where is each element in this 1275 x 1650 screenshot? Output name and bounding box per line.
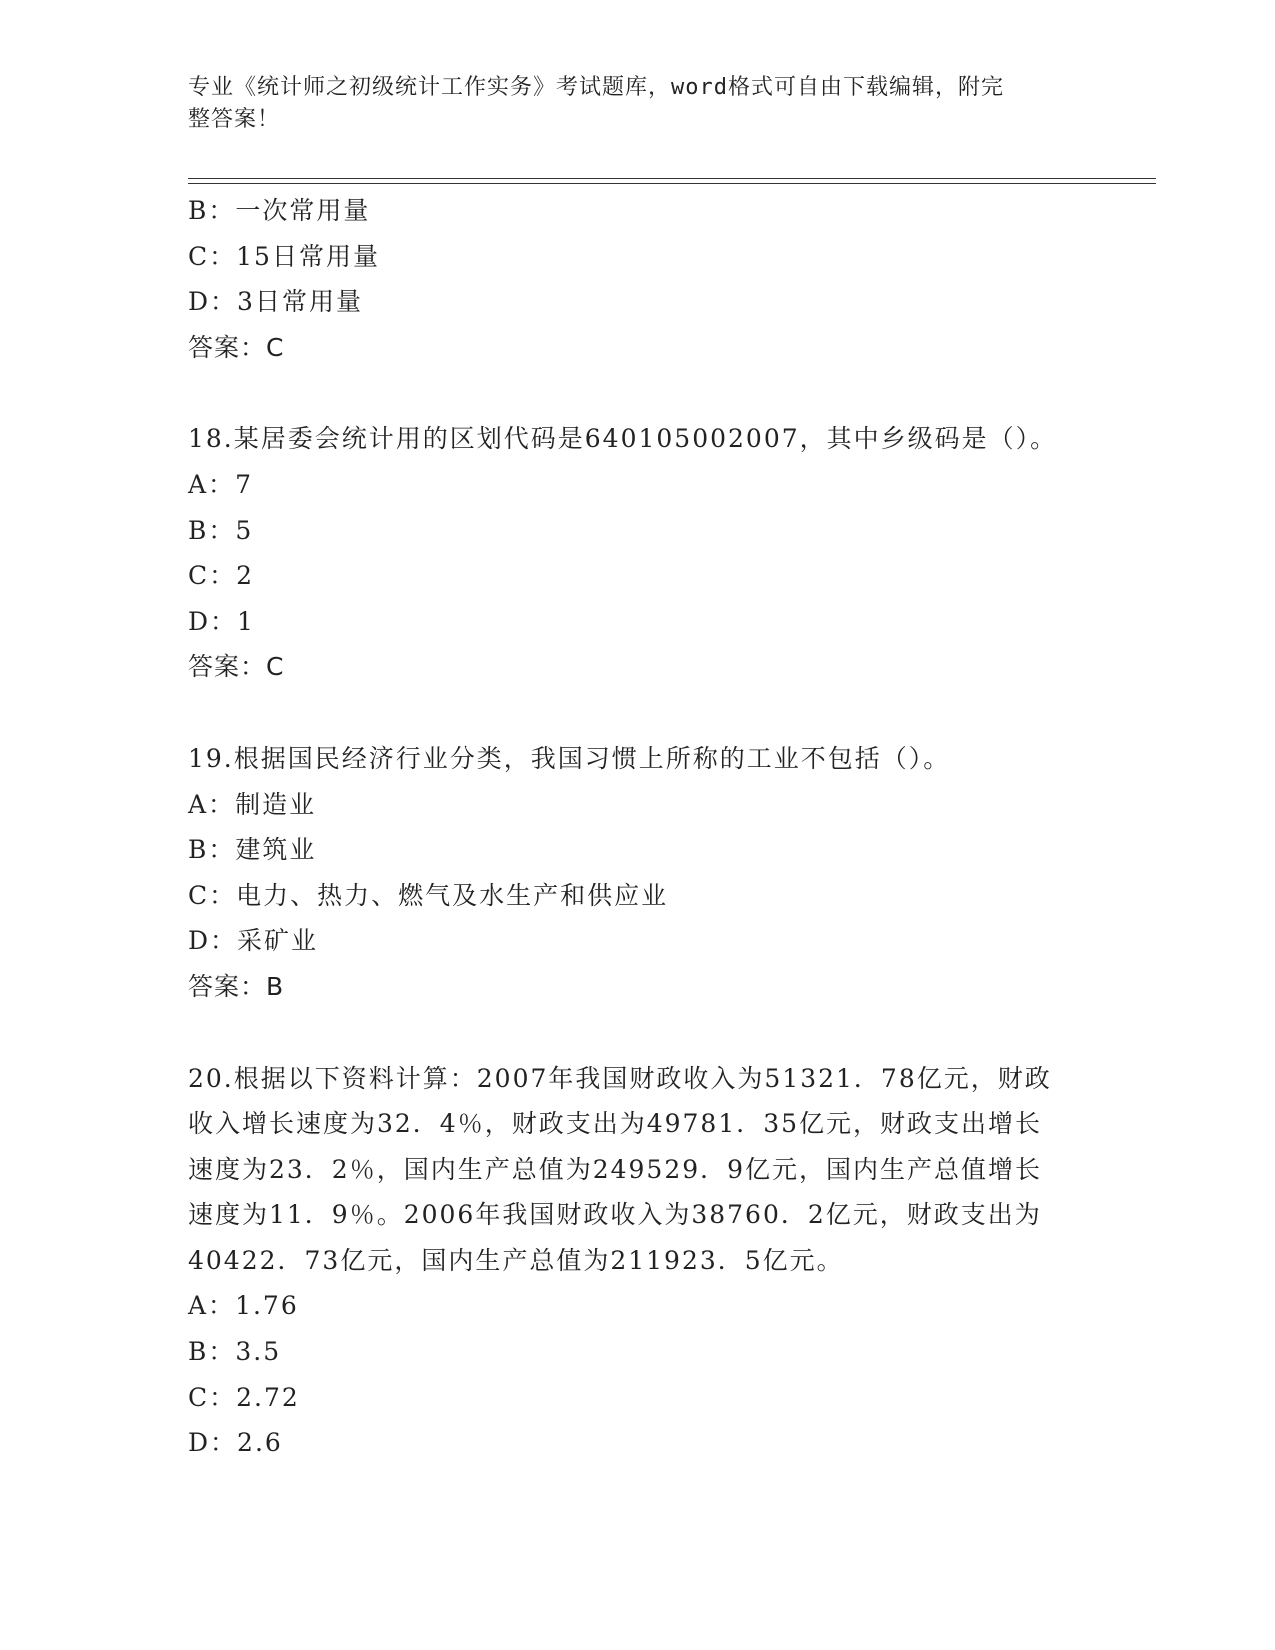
spacer xyxy=(188,370,1088,416)
option-a: A：制造业 xyxy=(188,789,317,819)
option-c: C：15日常用量 xyxy=(188,241,380,271)
option-b: B：3.5 xyxy=(188,1337,282,1367)
option-d: D：3日常用量 xyxy=(188,287,363,317)
header-divider-top xyxy=(188,178,1156,179)
header-line-2: 整答案！ xyxy=(188,107,281,132)
option-a: A：7 xyxy=(188,469,253,499)
option-c: C：2 xyxy=(188,561,255,591)
option-b: B：5 xyxy=(188,515,254,545)
spacer xyxy=(188,690,1088,736)
option-a: A：1.76 xyxy=(188,1291,299,1321)
question-text: 19.根据国民经济行业分类，我国习惯上所称的工业不包括（）。 xyxy=(188,743,951,773)
question-20 xyxy=(188,1056,1088,1466)
question-text-line: 速度为23．2％，国内生产总值为249529．9亿元，国内生产总值增长 xyxy=(188,1154,1043,1184)
answer-text: 答案：C xyxy=(188,332,285,362)
question-18 xyxy=(188,416,1088,690)
question-17-tail xyxy=(188,188,1088,370)
option-d: D：1 xyxy=(188,606,255,636)
option-c: C：2.72 xyxy=(188,1382,300,1412)
option-c: C：电力、热力、燃气及水生产和供应业 xyxy=(188,880,669,910)
question-text-line: 40422．73亿元，国内生产总值为211923．5亿元。 xyxy=(188,1245,844,1275)
option-d: D：2.6 xyxy=(188,1428,283,1458)
spacer xyxy=(188,1010,1088,1056)
document-header xyxy=(188,72,1068,136)
option-b: B：一次常用量 xyxy=(188,196,371,225)
header-line-1: 专业《统计师之初级统计工作实务》考试题库，word格式可自由下载编辑，附完 xyxy=(188,75,1004,100)
question-19 xyxy=(188,736,1088,1010)
header-divider-bottom xyxy=(188,183,1156,184)
question-text-line: 速度为11．9％。2006年我国财政收入为38760．2亿元，财政支出为 xyxy=(188,1200,1042,1230)
question-text-line: 20.根据以下资料计算：2007年我国财政收入为51321．78亿元，财政 xyxy=(188,1063,1052,1093)
option-b: B：建筑业 xyxy=(188,835,317,865)
answer-text: 答案：B xyxy=(188,971,285,1001)
answer-text: 答案：C xyxy=(188,652,285,682)
question-text-line: 收入增长速度为32．4％，财政支出为49781．35亿元，财政支出增长 xyxy=(188,1109,1043,1139)
question-list xyxy=(188,188,1088,1466)
question-text: 18.某居委会统计用的区划代码是640105002007，其中乡级码是（）。 xyxy=(188,424,1058,454)
option-d: D：采矿业 xyxy=(188,926,319,956)
